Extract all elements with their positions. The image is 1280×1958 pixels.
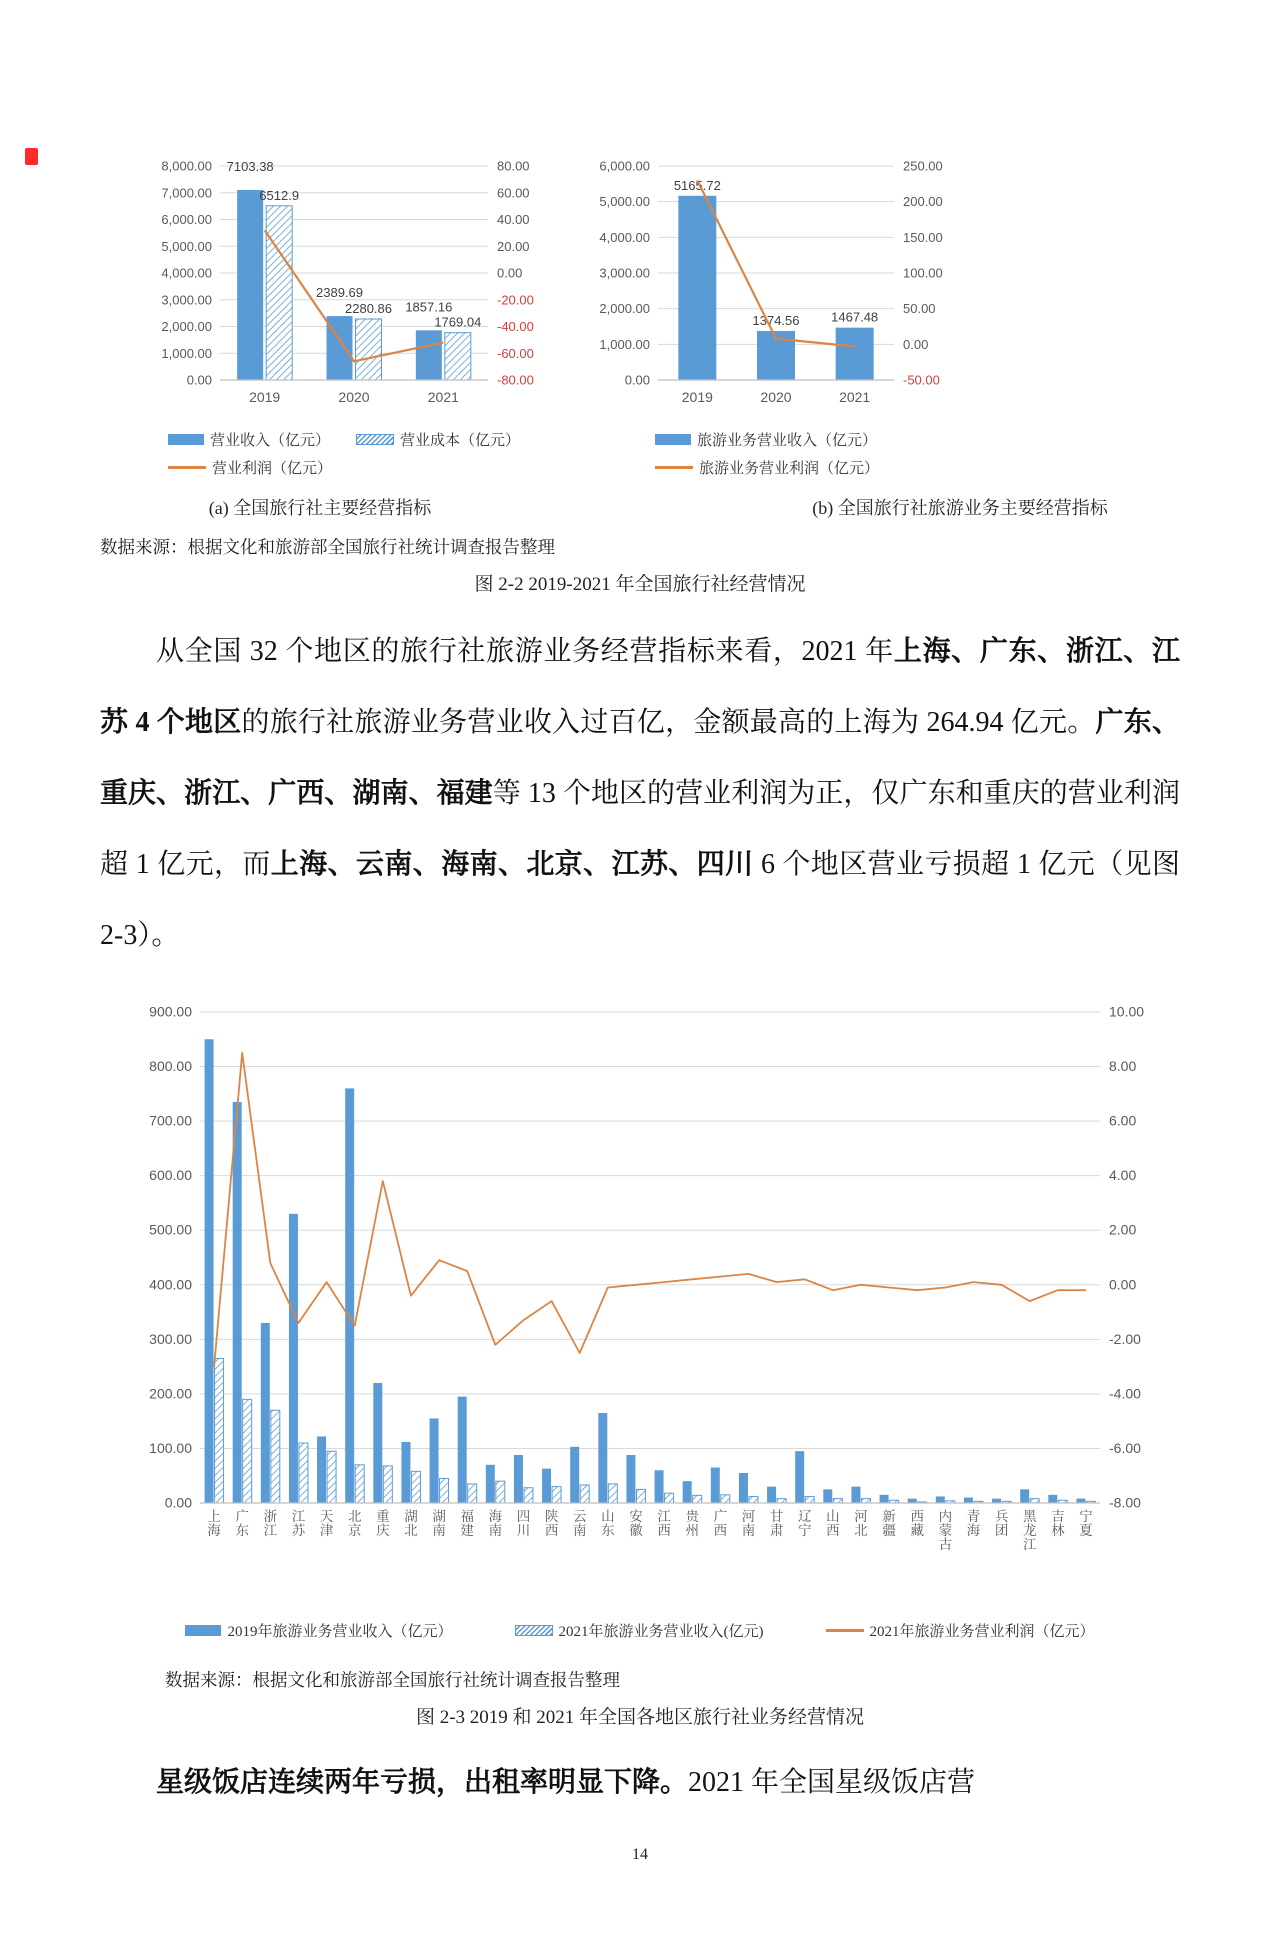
legend-item [826, 1620, 1095, 1641]
svg-text:新疆: 新疆 [882, 1508, 896, 1538]
svg-text:2020: 2020 [338, 389, 370, 405]
figure-2-2a-chart [140, 148, 548, 418]
svg-text:云南: 云南 [572, 1508, 587, 1538]
svg-text:2.00: 2.00 [1109, 1221, 1137, 1238]
svg-text:-2.00: -2.00 [1109, 1330, 1141, 1347]
svg-text:2020: 2020 [760, 389, 792, 405]
svg-text:湖南: 湖南 [432, 1508, 446, 1538]
svg-text:2019: 2019 [249, 389, 281, 405]
figure-2-2b-block [576, 148, 958, 478]
svg-text:50.00: 50.00 [903, 301, 936, 317]
svg-text:6,000.00: 6,000.00 [161, 212, 212, 227]
svg-text:四川: 四川 [516, 1508, 531, 1538]
svg-text:600.00: 600.00 [149, 1166, 192, 1183]
legend-label: 2019年旅游业务营业收入（亿元） [227, 1623, 453, 1640]
legend-label: 旅游业务营业利润（亿元） [698, 461, 879, 477]
svg-text:2,000.00: 2,000.00 [161, 319, 212, 334]
legend-item [185, 1620, 452, 1641]
svg-text:-8.00: -8.00 [1109, 1494, 1141, 1511]
text-run: 上海、广东、浙江、江苏 4 个地区 [100, 636, 1180, 739]
svg-text:3,000.00: 3,000.00 [161, 292, 212, 308]
svg-text:0.00: 0.00 [186, 372, 212, 388]
svg-text:700.00: 700.00 [149, 1112, 192, 1129]
svg-text:20.00: 20.00 [497, 238, 530, 254]
figure-2-3-title: 图 2-3 2019 和 2021 年全国各地区旅行社业务经营情况 [415, 1706, 865, 1728]
legend-label: 2021年旅游业务营业收入(亿元) [558, 1623, 764, 1640]
figure-2-3-source: 数据来源：根据文化和旅游部全国旅行社统计调查报告整理 [165, 1669, 620, 1690]
svg-text:福建: 福建 [460, 1508, 474, 1538]
svg-text:3,000.00: 3,000.00 [599, 265, 650, 281]
svg-text:辽宁: 辽宁 [797, 1508, 812, 1538]
svg-text:2,000.00: 2,000.00 [599, 301, 650, 317]
legend-label: 旅游业务营业收入（亿元） [696, 433, 877, 449]
figure-2-2b-legend [655, 422, 879, 478]
svg-text:900.00: 900.00 [149, 1003, 192, 1020]
svg-text:2021: 2021 [427, 389, 459, 405]
svg-text:湖北: 湖北 [404, 1508, 418, 1538]
legend-item [168, 429, 330, 450]
text-run: 广东、重庆、浙江、广西、湖南、福建 [100, 707, 1180, 810]
svg-text:贵州: 贵州 [685, 1508, 699, 1538]
legend-item [655, 429, 877, 450]
svg-text:1857.16: 1857.16 [405, 299, 453, 315]
legend-item [655, 457, 879, 478]
figure-2-2-captions [0, 494, 1280, 520]
text-run: 2021 年全国星级饭店营 [688, 1766, 976, 1798]
svg-text:2019: 2019 [681, 389, 713, 405]
legend-line-swatch-icon [168, 466, 206, 469]
svg-text:江苏: 江苏 [291, 1508, 306, 1538]
legend-item [515, 1620, 764, 1641]
svg-text:80.00: 80.00 [497, 158, 530, 174]
text-run: 等 13 个地区的营业利润为正，仅广东和重庆的营业利润超 1 亿元，而 [100, 778, 1180, 881]
legend-line-swatch-icon [655, 466, 693, 469]
text-run: 的旅行社旅游业务营业收入过百亿，金额最高的上海为 264.94 亿元。 [241, 707, 1096, 739]
svg-text:7103.38: 7103.38 [226, 158, 274, 174]
legend-bar-swatch-icon [356, 434, 394, 445]
svg-text:6.00: 6.00 [1109, 1112, 1137, 1129]
svg-text:-50.00: -50.00 [903, 372, 940, 388]
svg-text:1769.04: 1769.04 [434, 314, 482, 330]
svg-text:0.00: 0.00 [497, 265, 523, 281]
svg-text:安徽: 安徽 [629, 1508, 643, 1538]
svg-text:2389.69: 2389.69 [316, 285, 363, 301]
legend-label: 营业成本（亿元） [400, 433, 521, 449]
svg-text:-20.00: -20.00 [497, 292, 534, 308]
svg-text:400.00: 400.00 [149, 1275, 192, 1292]
legend-label: 2021年旅游业务营业利润（亿元） [869, 1623, 1095, 1640]
svg-text:200.00: 200.00 [903, 194, 943, 210]
legend-bar-swatch-icon [655, 434, 691, 445]
svg-text:黑龙江: 黑龙江 [1022, 1508, 1037, 1552]
svg-text:40.00: 40.00 [497, 212, 530, 227]
svg-text:2280.86: 2280.86 [345, 300, 392, 316]
svg-text:4.00: 4.00 [1109, 1166, 1137, 1183]
svg-text:甘肃: 甘肃 [769, 1508, 784, 1538]
page-number: 14 [632, 1845, 648, 1863]
svg-text:6,000.00: 6,000.00 [599, 158, 650, 174]
svg-text:1,000.00: 1,000.00 [161, 345, 212, 361]
svg-text:60.00: 60.00 [497, 185, 530, 201]
svg-text:-60.00: -60.00 [497, 345, 534, 361]
svg-text:0.00: 0.00 [903, 336, 929, 352]
legend-bar-swatch-icon [515, 1625, 553, 1636]
svg-text:重庆: 重庆 [376, 1508, 390, 1538]
svg-text:100.00: 100.00 [149, 1439, 192, 1456]
svg-text:宁夏: 宁夏 [1079, 1508, 1093, 1538]
legend-label: 营业收入（亿元） [209, 433, 330, 449]
svg-text:北京: 北京 [347, 1508, 362, 1538]
svg-text:800.00: 800.00 [149, 1057, 192, 1074]
body-paragraph-1 [100, 616, 1180, 972]
svg-text:7,000.00: 7,000.00 [161, 185, 212, 201]
figure-2-2-source: 数据来源：根据文化和旅游部全国旅行社统计调查报告整理 [100, 537, 555, 557]
svg-text:0.00: 0.00 [164, 1494, 192, 1511]
figure-2-2 [140, 148, 1280, 478]
svg-text:天津: 天津 [319, 1508, 334, 1538]
legend-line-swatch-icon [826, 1629, 864, 1632]
svg-text:5165.72: 5165.72 [673, 177, 721, 193]
svg-text:西藏: 西藏 [910, 1508, 924, 1538]
legend-item [356, 429, 520, 450]
svg-text:4,000.00: 4,000.00 [599, 229, 650, 245]
svg-text:江西: 江西 [657, 1508, 671, 1538]
svg-text:8.00: 8.00 [1109, 1057, 1137, 1074]
legend-label: 营业利润（亿元） [211, 461, 332, 477]
figure-2-2-title: 图 2-2 2019-2021 年全国旅行社经营情况 [474, 574, 806, 595]
svg-text:1374.56: 1374.56 [752, 312, 800, 328]
legend-item [168, 457, 332, 478]
text-run: 星级饭店连续两年亏损，出租率明显下降。 [156, 1766, 689, 1798]
svg-text:6512.9: 6512.9 [259, 187, 300, 203]
figure-2-3-chart [112, 998, 1162, 1613]
svg-text:150.00: 150.00 [903, 229, 943, 245]
legend-bar-swatch-icon [185, 1625, 221, 1636]
figure-2-2b-chart [576, 148, 958, 418]
svg-text:山西: 山西 [826, 1508, 840, 1538]
text-run: 从全国 32 个地区的旅行社旅游业务经营指标来看，2021 年 [156, 636, 894, 667]
svg-text:10.00: 10.00 [1109, 1003, 1145, 1020]
figure-2-2b-caption: (b) 全国旅行社旅游业务主要经营指标 [812, 498, 1108, 518]
svg-text:兵团: 兵团 [994, 1508, 1009, 1538]
svg-text:1467.48: 1467.48 [831, 309, 879, 325]
svg-text:1,000.00: 1,000.00 [599, 336, 650, 352]
svg-text:海南: 海南 [488, 1508, 503, 1538]
svg-text:上海: 上海 [207, 1508, 221, 1538]
svg-text:内蒙古: 内蒙古 [938, 1508, 953, 1552]
svg-text:山东: 山东 [601, 1508, 615, 1538]
text-run: 上海、云南、海南、北京、江苏、四川 [270, 849, 754, 881]
svg-text:陕西: 陕西 [544, 1508, 559, 1538]
report-page [0, 148, 1280, 1958]
svg-text:青海: 青海 [966, 1508, 981, 1538]
svg-text:200.00: 200.00 [149, 1384, 192, 1401]
svg-text:8,000.00: 8,000.00 [161, 158, 212, 174]
svg-text:2021: 2021 [839, 389, 871, 405]
svg-text:广东: 广东 [235, 1508, 249, 1538]
svg-text:广西: 广西 [713, 1508, 728, 1538]
text-run: 6 个地区营业亏损超 1 亿元（见图 2-3）。 [100, 849, 1180, 952]
svg-text:4,000.00: 4,000.00 [161, 265, 212, 281]
svg-text:100.00: 100.00 [903, 265, 943, 281]
figure-2-3 [112, 998, 1280, 1613]
figure-2-2a-caption: (a) 全国旅行社主要经营指标 [208, 498, 432, 518]
figure-2-2a-block [140, 148, 548, 478]
figure-2-3-legend [115, 1620, 1165, 1641]
svg-text:-4.00: -4.00 [1109, 1384, 1141, 1401]
legend-bar-swatch-icon [168, 434, 204, 445]
svg-text:5,000.00: 5,000.00 [599, 194, 650, 210]
svg-text:-40.00: -40.00 [497, 319, 534, 334]
svg-text:-80.00: -80.00 [497, 372, 534, 388]
svg-text:0.00: 0.00 [624, 372, 650, 388]
figure-2-2a-legend [168, 422, 520, 478]
svg-text:浙江: 浙江 [263, 1508, 278, 1538]
svg-text:河南: 河南 [741, 1508, 756, 1538]
svg-text:吉林: 吉林 [1051, 1508, 1065, 1538]
svg-text:500.00: 500.00 [149, 1221, 192, 1238]
svg-text:250.00: 250.00 [903, 158, 943, 174]
svg-text:0.00: 0.00 [1109, 1275, 1137, 1292]
red-corner-mark [25, 148, 38, 165]
svg-text:5,000.00: 5,000.00 [161, 238, 212, 254]
svg-text:300.00: 300.00 [149, 1330, 192, 1347]
svg-text:河北: 河北 [854, 1508, 868, 1538]
body-paragraph-2 [100, 1747, 1180, 1818]
svg-text:-6.00: -6.00 [1109, 1439, 1141, 1456]
